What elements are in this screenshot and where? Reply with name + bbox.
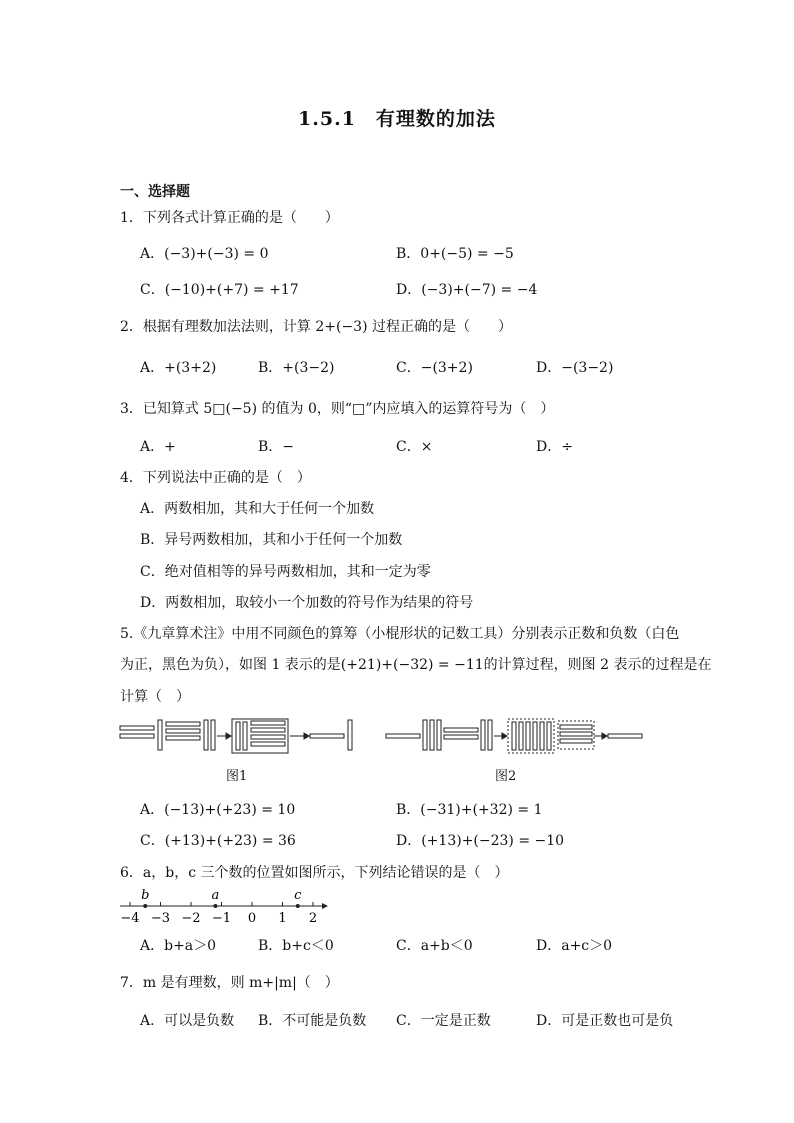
question-1-option-a: A．(−3)+(−3) = 0 — [140, 246, 269, 262]
figure-1-caption: 图1 — [226, 769, 248, 784]
number-line — [116, 884, 336, 924]
number-line-tick-label: 2 — [308, 911, 318, 926]
question-5-option-d: D．(+13)+(−23) = −10 — [396, 833, 565, 849]
question-4-option-a: A．两数相加，其和大于任何一个加数 — [140, 501, 375, 517]
number-line-tick-label: 1 — [278, 911, 287, 926]
question-2-option-c: C．−(3+2) — [396, 360, 473, 376]
question-4-option-d: D．两数相加，取较小一个加数的符号作为结果的符号 — [140, 595, 474, 611]
question-1-option-d: D．(−3)+(−7) = −4 — [396, 282, 538, 298]
number-line-point-label: b — [141, 888, 150, 903]
number-line-tick-label: −1 — [211, 911, 232, 926]
number-line-tick-label: −4 — [120, 911, 140, 926]
question-6-stem: 6．a，b，c 三个数的位置如图所示，下列结论错误的是（ ） — [120, 865, 509, 881]
figure-2-caption: 图2 — [495, 769, 517, 784]
question-5-line-1: 5.《九章算术注》中用不同颜色的算筹（小棍形状的记数工具）分别表示正数和负数（白色 — [120, 626, 680, 642]
section-heading: 一、选择题 — [120, 184, 190, 200]
question-7-option-c: C．一定是正数 — [396, 1013, 491, 1029]
number-line-point-c — [296, 904, 300, 908]
question-7-option-a: A．可以是负数 — [140, 1013, 235, 1029]
number-line-point-label: a — [211, 888, 220, 903]
question-6-option-a: A．b+a＞0 — [140, 938, 217, 954]
question-1-stem: 1．下列各式计算正确的是（ ） — [120, 210, 339, 226]
number-line-tick-label: −2 — [181, 911, 201, 926]
question-2-stem: 2．根据有理数加法法则，计算 2+(−3) 过程正确的是（ ） — [120, 319, 513, 335]
question-2-option-a: A．+(3+2) — [140, 360, 217, 376]
question-2-option-b: B．+(3−2) — [258, 360, 335, 376]
page-title: 1.5.1 有理数的加法 — [298, 108, 496, 130]
question-6-option-d: D．a+c＞0 — [536, 938, 613, 954]
question-5-option-a: A．(−13)+(+23) = 10 — [140, 802, 296, 818]
number-line-point-label: c — [294, 888, 302, 903]
question-4-option-b: B．异号两数相加，其和小于任何一个加数 — [140, 532, 403, 548]
number-line-point-b — [143, 904, 147, 908]
number-line-tick-label: 0 — [247, 911, 257, 926]
question-7-option-d: D．可是正数也可是负 — [536, 1013, 674, 1029]
question-5-option-b: B．(−31)+(+32) = 1 — [396, 802, 543, 818]
question-3-stem: 3．已知算式 5□(−5) 的值为 0，则“□”内应填入的运算符号为（ ） — [120, 401, 555, 417]
question-5-line-3: 计算（ ） — [120, 689, 190, 705]
question-3-option-d: D．÷ — [536, 439, 573, 455]
question-6-option-c: C．a+b＜0 — [396, 938, 473, 954]
question-3-option-c: C．× — [396, 439, 433, 455]
question-4-option-c: C．绝对值相等的异号两数相加，其和一定为零 — [140, 564, 431, 580]
counting-rods-figure-1 — [118, 716, 358, 756]
question-6-option-b: B．b+c＜0 — [258, 938, 334, 954]
question-2-option-d: D．−(3−2) — [536, 360, 614, 376]
question-1-option-b: B．0+(−5) = −5 — [396, 246, 514, 262]
number-line-tick-label: −3 — [150, 911, 171, 926]
question-7-option-b: B．不可能是负数 — [258, 1013, 367, 1029]
question-7-stem: 7．m 是有理数，则 m+|m|（ ） — [120, 975, 339, 991]
question-1-option-c: C．(−10)+(+7) = +17 — [140, 282, 299, 298]
counting-rods-figure-2 — [384, 716, 644, 756]
question-4-stem: 4．下列说法中正确的是（ ） — [120, 470, 311, 486]
number-line-point-a — [213, 904, 217, 908]
question-3-option-a: A．+ — [140, 439, 176, 455]
question-3-option-b: B．− — [258, 439, 295, 455]
question-5-line-2: 为正，黑色为负），如图 1 表示的是(+21)+(−32) = −11的计算过程，则图 2 表示的过程是在 — [120, 657, 712, 673]
question-5-option-c: C．(+13)+(+23) = 36 — [140, 833, 296, 849]
